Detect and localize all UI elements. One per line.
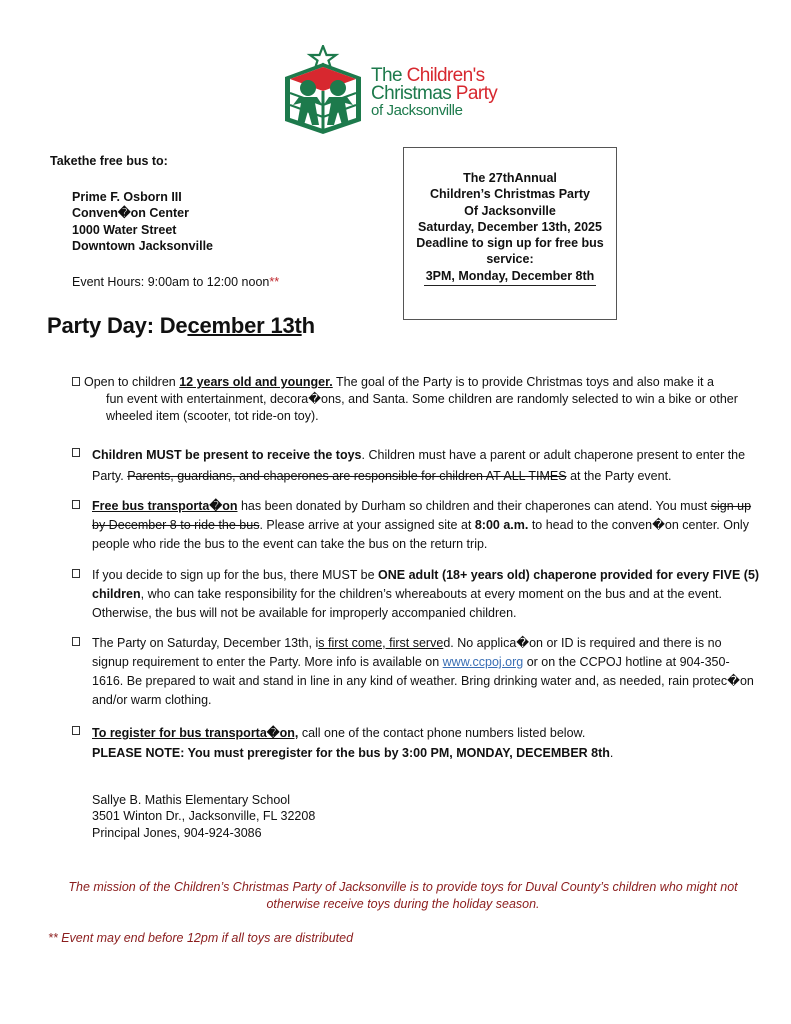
event-info-box: The 27thAnnual Children’s Christmas Party Of Jacksonville Saturday, December 13th, 2025 Deadline to sign up for free bus service: 3PM, Monday, December 8th <box>403 147 617 320</box>
website-link[interactable]: www.ccpoj.org <box>442 655 524 669</box>
event-hours: Event Hours: 9:00am to 12:00 noon** <box>72 275 280 289</box>
bullet-box-icon <box>72 637 80 646</box>
bullet-box-icon <box>72 500 80 509</box>
deadline: 3PM, Monday, December 8th <box>424 268 597 286</box>
page-title: Party Day: December 13th <box>47 313 315 338</box>
venue-address: Prime F. Osborn III Conven�on Center 1000 Water Street Downtown Jacksonville <box>72 190 214 253</box>
list-item: To register for bus transporta�on, call one of the contact phone numbers listed below. PLEASE NOTE: You must preregister for the bus by 3:00 PM, MONDAY, DECEMBER 8th. <box>70 723 760 763</box>
bullet-box-icon <box>72 377 80 386</box>
bullet-box-icon <box>72 726 80 735</box>
footnote: ** Event may end before 12pm if all toys are distributed <box>48 931 354 945</box>
school-contact: Sallye B. Mathis Elementary School 3501 Winton Dr., Jacksonville, FL 32208 Principal Jones, 904-924-3086 <box>92 793 316 840</box>
mission-statement: The mission of the Children’s Christmas Party of Jacksonville is to provide toys for Duval County’s children who might not otherwise receive toys during the holiday season. <box>68 880 738 911</box>
bullet-box-icon <box>72 569 80 578</box>
bus-heading: Takethe free bus to: <box>50 154 168 168</box>
list-item: If you decide to sign up for the bus, there MUST be ONE adult (18+ years old) chaperone provided for every FIVE (5) children, who can take responsibility for the children’s whereabouts at every moment on the bus and at the event. Otherwise, the bus will not be available for improperly accompanied children. <box>70 566 760 623</box>
bullet-box-icon <box>72 448 80 457</box>
list-item: Children MUST be present to receive the toys. Children must have a parent or adult chaperone present to enter the Party. Parents, guardians, and chaperones are responsible for children AT ALL TIMES at the Party event. <box>70 445 760 487</box>
logo <box>281 45 513 135</box>
footnote-mark: ** <box>269 275 280 289</box>
list-item: Free bus transporta�on has been donated by Durham so children and their chaperones can atend. You must sign up by December 8 to ride the bus. Please arrive at your assigned site at 8:00 a.m. to head to the conven�on center. Only people who ride the bus to the event can take the bus on the return trip. <box>70 497 760 554</box>
list-item: The Party on Saturday, December 13th, is first come, first served. No applica�on or ID is required and there is no signup requirement to enter the Party. More info is available on www.ccpoj.org or on the CCPOJ hotline at 904-350-1616. Be prepared to wait and stand in line in any kind of weather. Bring drinking water and, as needed, rain protec�on and/or warm clothing. <box>70 634 760 710</box>
logo-wordmark: The Children's Christmas Party of Jacksonville <box>371 65 498 119</box>
logo-emblem-icon <box>281 45 365 135</box>
list-item: Open to children 12 years old and younger. The goal of the Party is to provide Christmas toys and also make it a fun event with entertainment, decora�ons, and Santa. Some children are randomly selected to win a bike or other wheeled item (scooter, tot ride-on toy). <box>70 374 760 425</box>
